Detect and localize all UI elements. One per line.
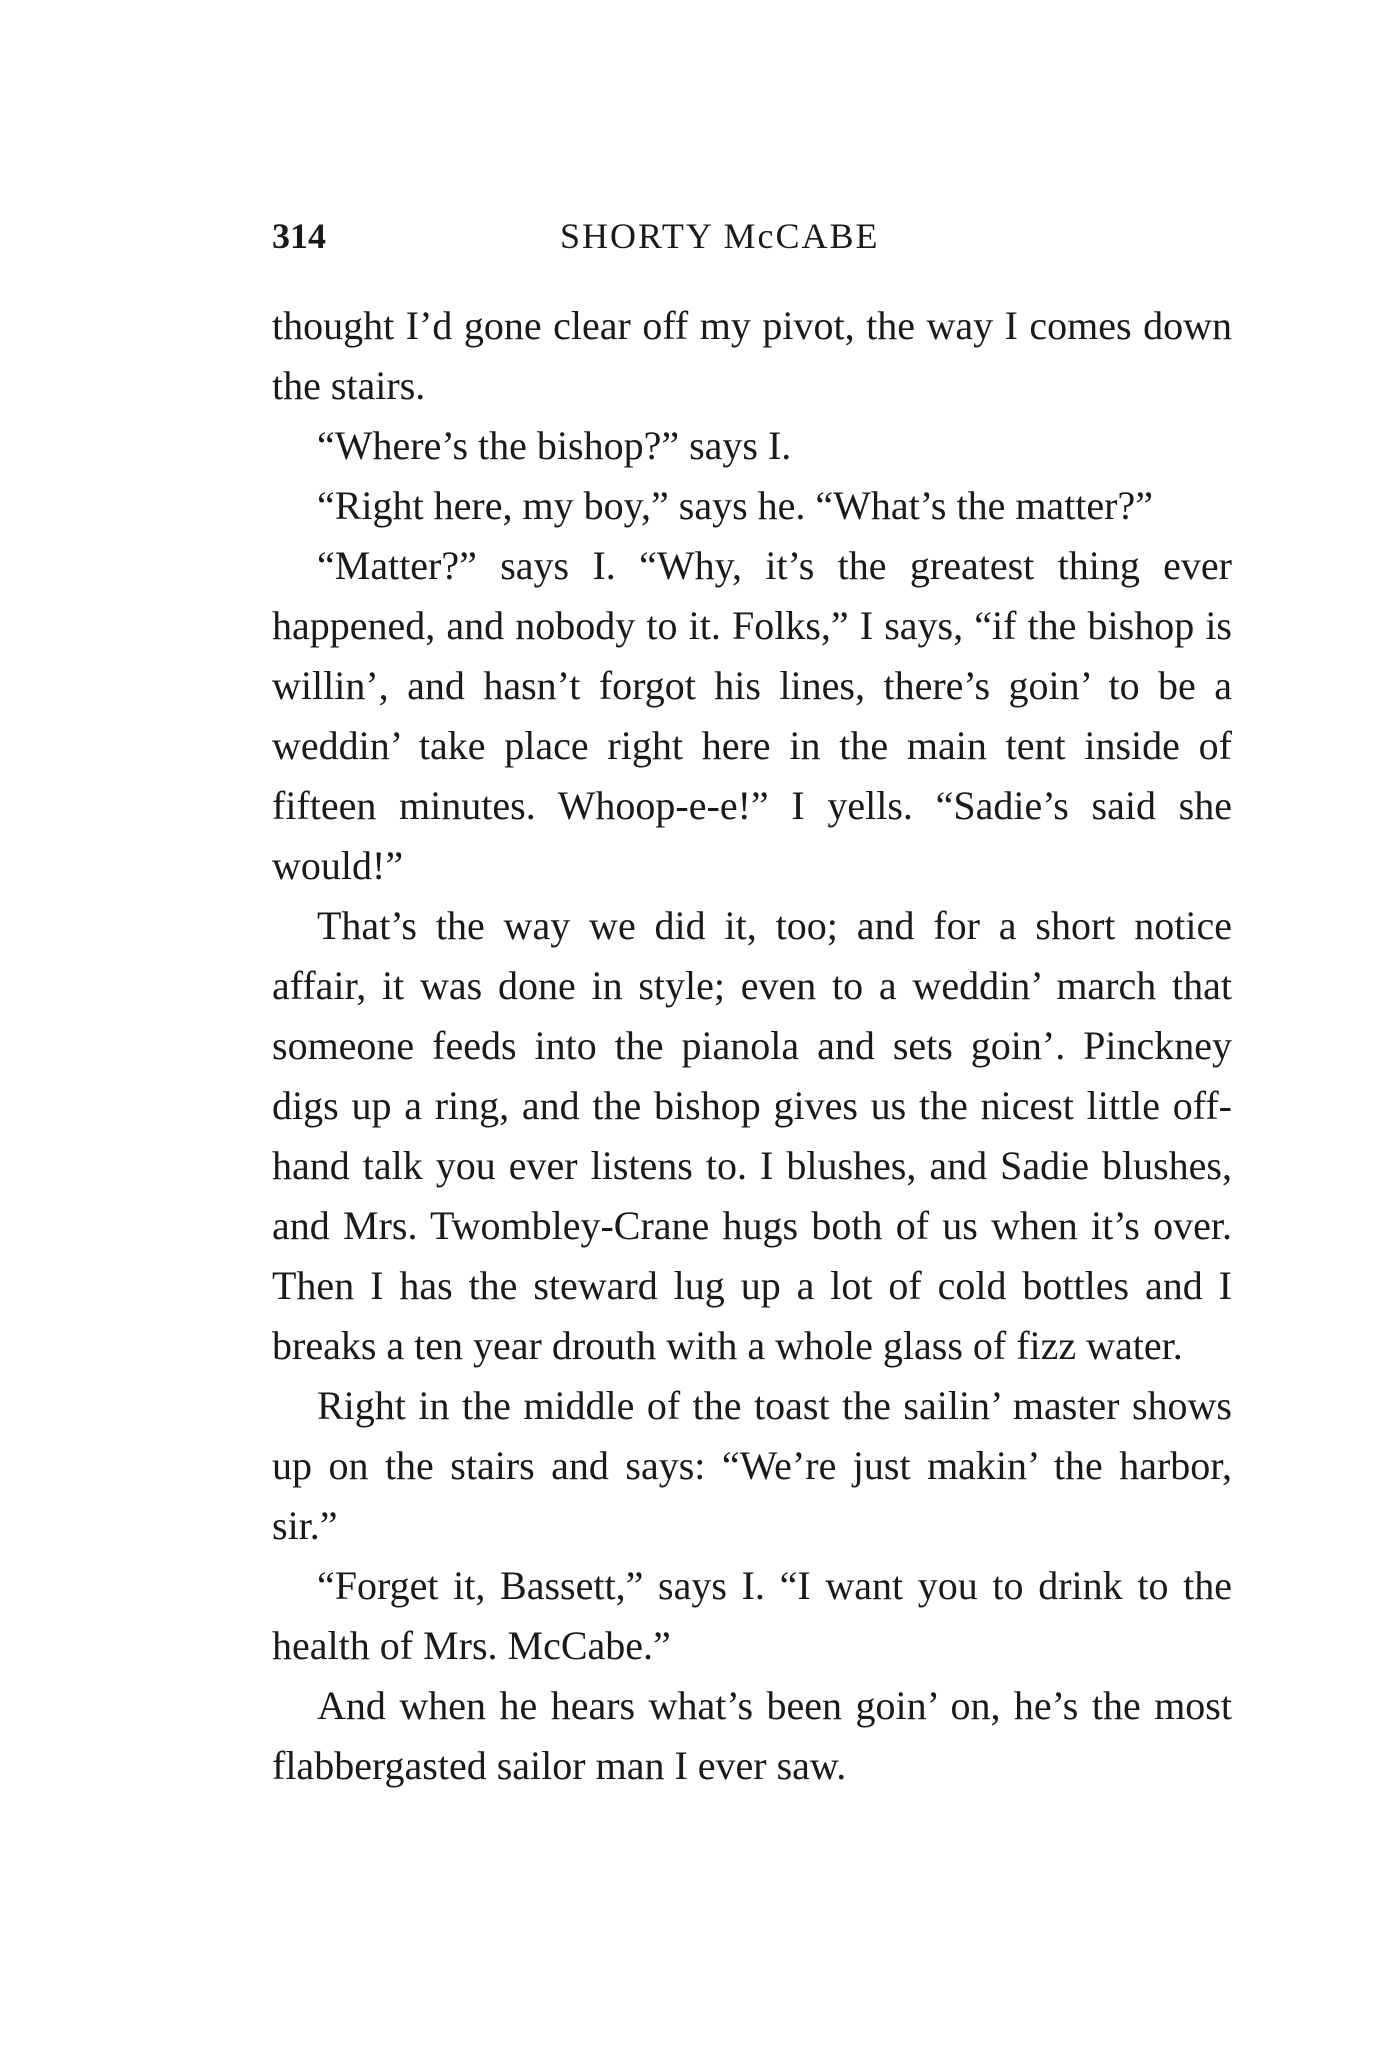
running-title: SHORTY McCABE [560,216,880,256]
paragraph-7: “Forget it, Bassett,” says I. “I want you to drink to the health of Mrs. McCabe.” [272,1563,1232,1668]
paragraph-1: thought I’d gone clear off my pivot, the way I comes down the stairs. [272,303,1232,408]
page-header [272,215,1232,265]
paragraph-8: And when he hears what’s been goin’ on, he’s the most flabbergasted sailor man I ever saw. [272,1683,1232,1788]
paragraph-2: “Where’s the bishop?” says I. [317,423,792,468]
paragraph-6: Right in the middle of the toast the sailin’ master shows up on the stairs and says: “We’re just makin’ the harbor, sir.” [272,1383,1232,1548]
paragraph-3: “Right here, my boy,” says he. “What’s the matter?” [317,483,1153,528]
paragraph-4: “Matter?” says I. “Why, it’s the greatest thing ever happened, and nobody to it. Folks,” I says, “if the bishop is willin’, and hasn’t forgot his lines, there’s goin’ to be a weddin’ take place right here in the main tent inside of fifteen minutes. Whoop-e-e!” I yells. “Sadie’s said she would!” [272,543,1232,888]
paragraph-5: That’s the way we did it, too; and for a short notice affair, it was done in style; even to a weddin’ march that someone feeds into the pianola and sets goin’. Pinckney digs up a ring, and the bishop gives us the nicest little off-hand talk you ever listens to. I blushes, and Sadie blushes, and Mrs. Twombley-Crane hugs both of us when it’s over. Then I has the steward lug up a lot of cold bottles and I breaks a ten year drouth with a whole glass of fizz water. [272,903,1232,1368]
body-text [272,296,1232,1796]
page-number: 314 [272,216,326,256]
